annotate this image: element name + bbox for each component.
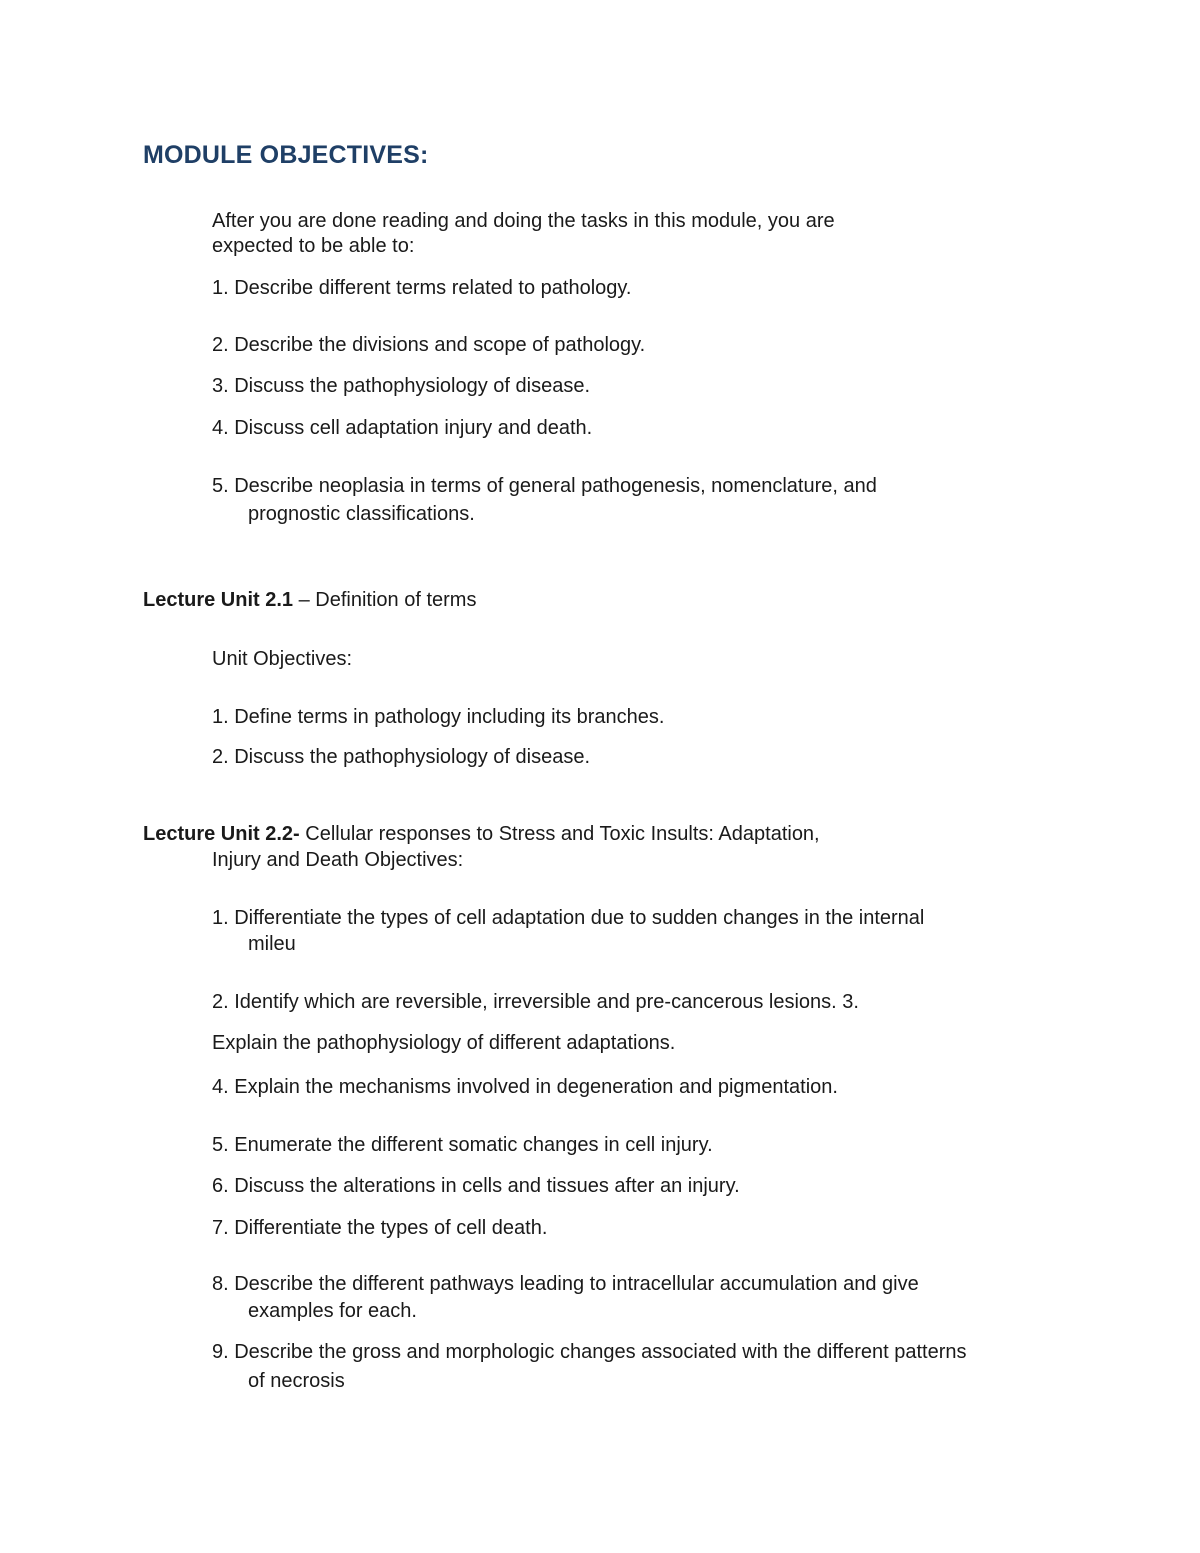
unit-2-2-objective-2: 2. Identify which are reversible, irreversible and pre-cancerous lesions. 3. bbox=[212, 991, 859, 1013]
module-objective-1: 1. Describe different terms related to pathology. bbox=[212, 277, 632, 299]
unit-2-2-objective-6: 6. Discuss the alterations in cells and tissues after an injury. bbox=[212, 1175, 740, 1197]
unit-2-1-objective-1: 1. Define terms in pathology including its branches. bbox=[212, 706, 665, 728]
unit-2-2-title bbox=[143, 822, 820, 846]
unit-2-2-objective-9-continued: of necrosis bbox=[248, 1370, 345, 1392]
module-objective-4: 4. Discuss cell adaptation injury and death. bbox=[212, 417, 593, 439]
module-objective-5-continued: prognostic classifications. bbox=[248, 503, 475, 525]
unit-2-1-subheading: Unit Objectives: bbox=[212, 648, 353, 670]
unit-2-2-objective-8-continued: examples for each. bbox=[248, 1300, 417, 1322]
module-objective-3: 3. Discuss the pathophysiology of disease. bbox=[212, 375, 590, 397]
module-objective-2: 2. Describe the divisions and scope of pathology. bbox=[212, 334, 646, 356]
unit-2-2-title-label: Lecture Unit 2.2- bbox=[143, 823, 300, 845]
intro-line-1: After you are done reading and doing the tasks in this module, you are bbox=[212, 210, 835, 232]
unit-2-1-objective-2: 2. Discuss the pathophysiology of disease. bbox=[212, 746, 590, 768]
unit-2-1-title-label: Lecture Unit 2.1 bbox=[143, 589, 294, 611]
unit-2-1-title-text: – Definition of terms bbox=[293, 589, 477, 611]
unit-2-2-objective-1: 1. Differentiate the types of cell adaptation due to sudden changes in the internal bbox=[212, 907, 925, 929]
unit-2-2-objective-3: Explain the pathophysiology of different adaptations. bbox=[212, 1032, 676, 1054]
unit-2-2-title-text: Cellular responses to Stress and Toxic Insults: Adaptation, bbox=[299, 823, 820, 845]
unit-2-2-objective-7: 7. Differentiate the types of cell death. bbox=[212, 1217, 548, 1239]
module-objectives-heading: MODULE OBJECTIVES: bbox=[143, 141, 429, 169]
unit-2-2-objective-4: 4. Explain the mechanisms involved in degeneration and pigmentation. bbox=[212, 1076, 838, 1098]
unit-2-1-title bbox=[143, 588, 476, 612]
unit-2-2-objective-8: 8. Describe the different pathways leading to intracellular accumulation and give bbox=[212, 1273, 919, 1295]
intro-line-2: expected to be able to: bbox=[212, 235, 415, 257]
unit-2-2-title-line-2: Injury and Death Objectives: bbox=[212, 849, 464, 871]
unit-2-2-objective-5: 5. Enumerate the different somatic changes in cell injury. bbox=[212, 1134, 713, 1156]
module-objective-5: 5. Describe neoplasia in terms of general pathogenesis, nomenclature, and bbox=[212, 475, 877, 497]
unit-2-2-objective-1-continued: mileu bbox=[248, 933, 296, 955]
unit-2-2-objective-9: 9. Describe the gross and morphologic changes associated with the different patterns bbox=[212, 1341, 967, 1363]
